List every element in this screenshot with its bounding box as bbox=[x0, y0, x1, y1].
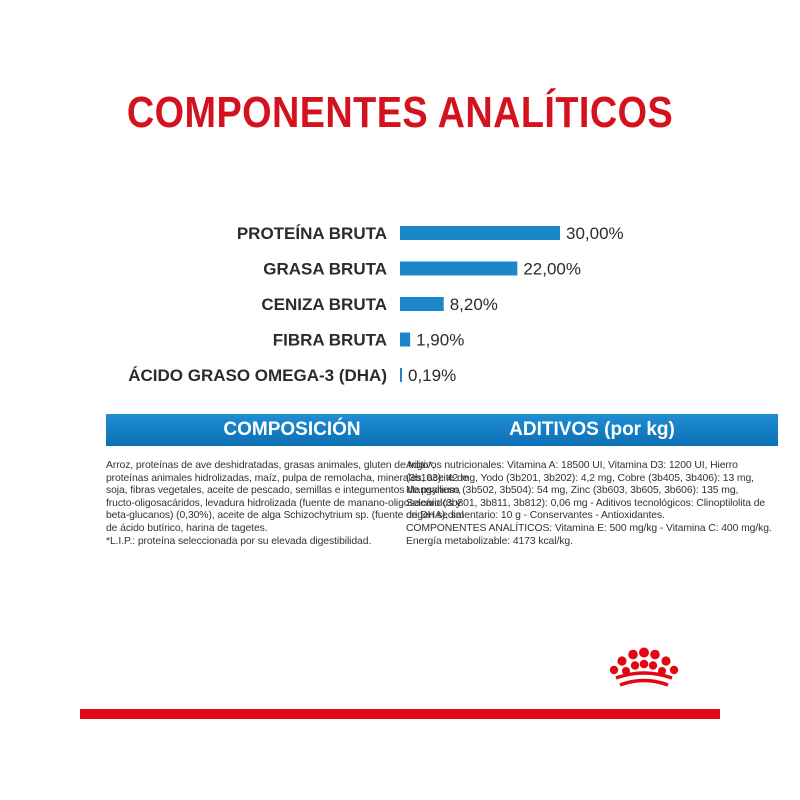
nutrient-bar-chart bbox=[0, 205, 800, 395]
additives-panel bbox=[406, 414, 778, 548]
additives-text: Aditivos nutricionales: Vitamina A: 18500 UI, Vitamina D3: 1200 UI, Hierro (3b103): 42 mg, Yodo (3b201, 3b202): 4,2 mg, Cobre (3b405, 3b406): 13 mg, Manganeso (3b502, 3b504): 54 mg, Zinc (3b603, 3b605, 3b606): 135 mg, Selenio (3b801, 3b811, 3b812): 0,06 mg - Aditivos tecnológicos: Clinoptilolita de origen sedimentario: 10 g - Conservantes - Antioxidantes. COMPONENTES ANALÍTICOS: Vitamina E: 500 mg/kg - Vitamina C: 400 mg/kg. Energía metabolizable: 4173 kcal/kg. bbox=[406, 460, 772, 547]
category-label: ÁCIDO GRASO OMEGA-3 (DHA) bbox=[128, 366, 387, 385]
value-label: 0,19% bbox=[408, 366, 457, 385]
bar bbox=[400, 368, 402, 382]
additives-heading: ADITIVOS (por kg) bbox=[406, 414, 778, 446]
category-label: CENIZA BRUTA bbox=[261, 295, 387, 314]
bar bbox=[400, 226, 560, 240]
brand-footer-bar bbox=[80, 709, 720, 719]
bar bbox=[400, 297, 444, 311]
value-label: 1,90% bbox=[416, 330, 465, 350]
crown-icon bbox=[603, 646, 685, 694]
category-label: GRASA BRUTA bbox=[263, 259, 387, 279]
bar bbox=[400, 262, 517, 276]
composition-text: Arroz, proteínas de ave deshidratadas, grasas animales, gluten de trigo*, proteínas animales hidrolizadas, maíz, pulpa de remolacha, minerales, aceite de soja, fibras vegetales, aceite de pescado, semillas e integumentos de psyllium, fructo-oligosacáridos, levadura hidrolizada (fuente de manano-oligosacáridos y beta-glucanos) (0,30%), aceite de alga Schizochytrium sp. (fuente de DHA), sal de ácido butírico, harina de tagetes. *L.I.P.: proteína seleccionada por su elevada digestibilidad. bbox=[106, 460, 469, 547]
category-label: FIBRA BRUTA bbox=[272, 330, 387, 350]
value-label: 30,00% bbox=[566, 224, 624, 243]
value-label: 8,20% bbox=[449, 295, 498, 314]
bar bbox=[400, 333, 410, 347]
value-label: 22,00% bbox=[523, 259, 582, 279]
page-title: COMPONENTES ANALÍTICOS bbox=[126, 88, 674, 137]
category-label: PROTEÍNA BRUTA bbox=[236, 224, 387, 243]
composition-heading: COMPOSICIÓN bbox=[106, 414, 478, 446]
